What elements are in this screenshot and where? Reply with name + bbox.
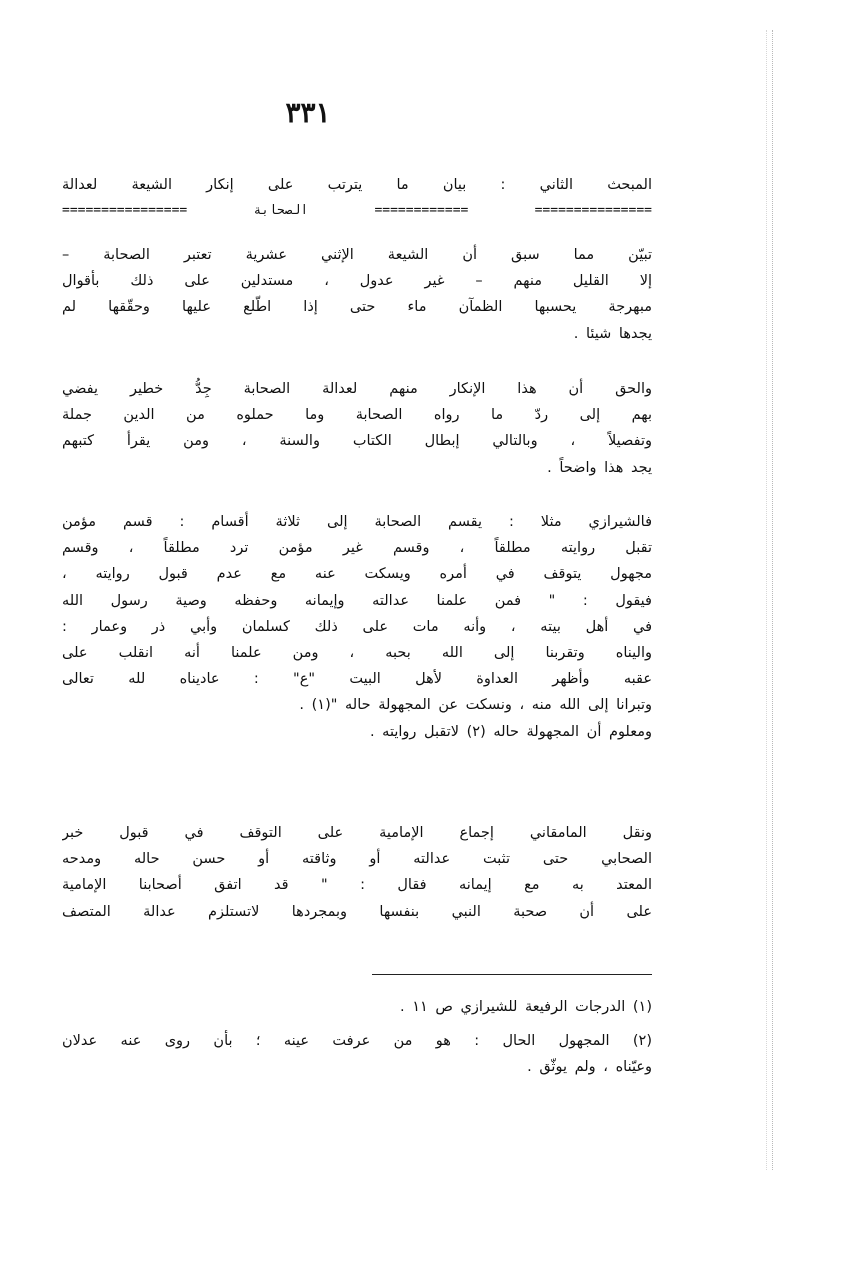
paragraph-line: وتبرانا إلى الله منه ، ونسكت عن المجهولة حاله "(١) . [299,697,652,714]
paragraph [62,242,652,347]
paragraph-line: ونقل المامقاني إجماع الإمامية على التوقف في قبول خبر [62,825,652,841]
footnote-line: (١) الدرجات الرفيعة للشيرازي ص ١١ . [399,999,652,1015]
footnote-divider [372,974,652,975]
heading-line: المبحث الثاني : بيان ما يترتب على إنكار الشيعة لعدالة [62,177,652,193]
paragraph-line: تبيّن مما سبق أن الشيعة الإثني عشرية تعتبر الصحابة – [62,247,652,263]
paragraph-line: فيقول : " فمن علمنا عدالته وإيمانه وحفظه وصية رسول الله [62,592,652,609]
paragraph-line: والیناه وتقربنا إلى الله بحبه ، ومن علمنا أنه انقلب على [62,644,652,661]
paragraph-line: مبهرجة يحسبها الظمآن ماء حتى إذا اطّلع عليها وحقّقها لم [62,299,652,316]
footnote-line: (٢) المجهول الحال : هو من عرفت عينه ؛ بأن روى عنه عدلان [62,1033,652,1049]
paragraph-line: فالشيرازي مثلا : يقسم الصحابة إلى ثلاثة أقسام : قسم مؤمن [62,514,652,530]
footnote [62,994,652,1020]
paragraph-line: إلا القليل منهم – غير عدول ، مستدلين على ذلك بأقوال [62,273,652,290]
footnote-line: وعيّناه ، ولم يوثّق . [527,1059,652,1076]
footnote [62,1028,652,1080]
paragraph [62,376,652,481]
paragraph-line: وتفصيلاً ، وبالتالي إبطال الكتاب والسنة ، ومن يقرأ كتبهم [62,433,652,450]
paragraph-line: والحق أن هذا الإنكار منهم لعدالة الصحابة جِدُّ خطير يفضي [62,381,652,397]
scan-edge-artifact [771,30,773,1170]
paragraph-line: عقبه وأظهر العداوة لأهل البيت "ع" : عاديناه لله تعالى [62,671,652,688]
paragraph-line: المعتد به مع إيمانه فقال : " قد اتفق أصحابنا الإمامية [62,877,652,894]
paragraph-line: مجهول يتوقف في أمره ويسكت عنه مع عدم قبول روايته ، [62,566,652,583]
paragraph-line: ومعلوم أن المجهولة حاله (٢) لاتقبل روايته . [369,723,652,740]
paragraph-line: بهم إلى ردّ ما رواه الصحابة وما حملوه من الدين جملة [62,407,652,424]
paragraph-line: يجد هذا واضحاً . [547,459,652,476]
paragraph-line: تقبل روايته مطلقاً ، وقسم غير مؤمن ترد مطلقاً ، وقسم [62,540,652,557]
section-heading [62,172,652,224]
page-number: ٣٣١ [285,96,331,129]
scan-edge-artifact [765,30,767,1170]
paragraph-line: يجدها شيئا . [573,325,652,342]
paragraph-line: على أن صحبة النبي بنفسها وبمجردها لاتستلزم عدالة المتصف [62,903,652,920]
heading-underline: =============== ============ الصحابة ================ [62,203,652,218]
paragraph-line: الصحابي حتى تثبت عدالته أو وثاقته أو حسن حاله ومدحه [62,851,652,868]
paragraph [62,820,652,925]
paragraph-line: في أهل بيته ، وأنه مات على ذلك كسلمان وأبي ذر وعمار : [62,618,652,635]
paragraph [62,509,652,745]
